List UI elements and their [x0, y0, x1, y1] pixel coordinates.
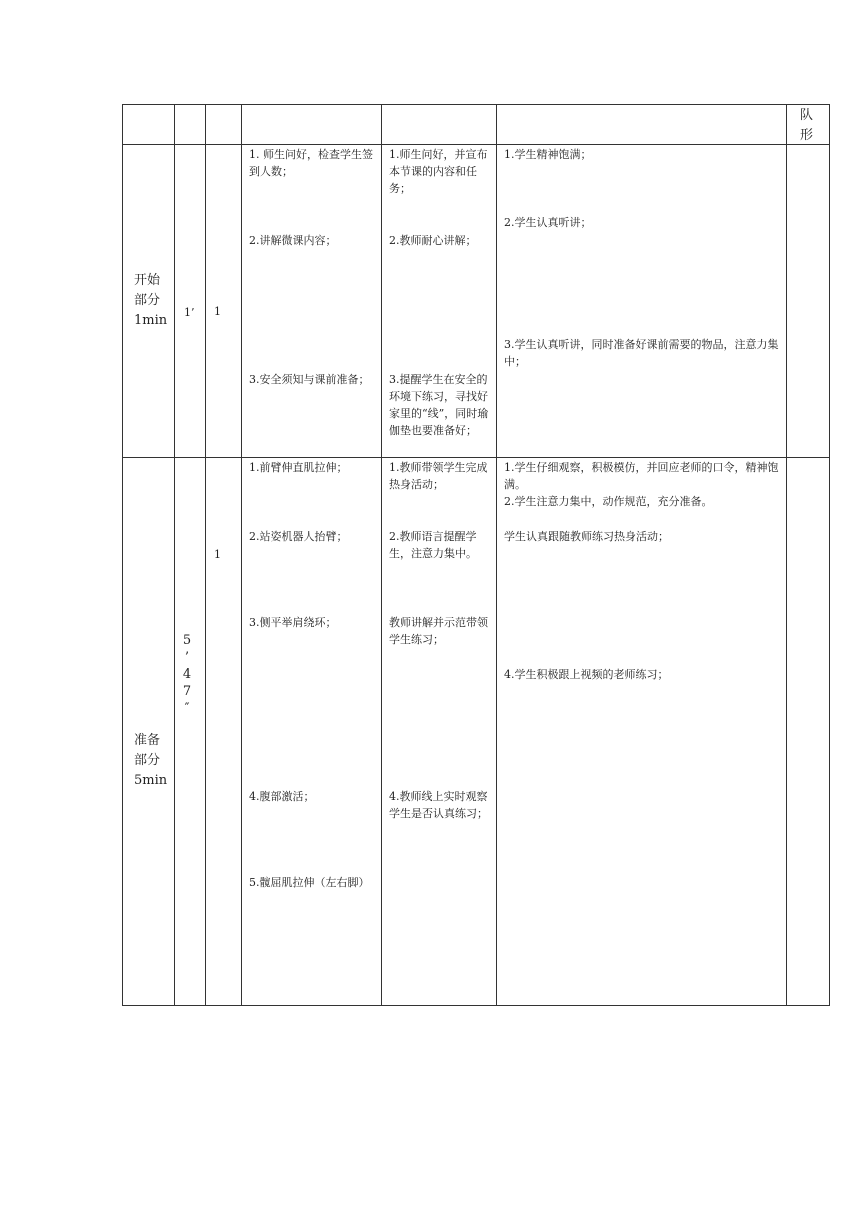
grid-line	[205, 104, 206, 1006]
student-item: 3.学生认真听讲，同时准备好课前需要的物品，注意力集中；	[504, 338, 779, 368]
grid-line	[786, 104, 787, 1006]
grid-line	[496, 104, 497, 1006]
grid-line	[829, 104, 830, 1006]
grid-line	[122, 1005, 830, 1006]
lesson-plan-table	[122, 104, 830, 1006]
teacher-item: 4.教师线上实时观察学生是否认真练习；	[389, 790, 488, 820]
content-item: 2.站姿机器人抬臂；	[249, 530, 348, 543]
teacher-item: 2.教师耐心讲解；	[389, 234, 477, 247]
grid-line	[122, 104, 123, 1006]
teacher-item: 3.提醒学生在安全的环境下练习，寻找好家里的“线”，同时瑜伽垫也要准备好；	[389, 373, 489, 437]
phase-label: 开始 部分 1min	[134, 273, 168, 328]
time-value: 5 ’ 4 7 ″	[182, 633, 192, 716]
content-item: 3.侧平举肩绕环；	[249, 616, 337, 629]
content-item: 2.讲解微课内容；	[249, 234, 337, 247]
student-item: 1.学生仔细观察，积极模仿，并回应老师的口令，精神饱满。 2.学生注意力集中，动作规范，充分准备。	[504, 461, 779, 508]
count-value: 1	[214, 548, 221, 561]
content-item: 1. 师生问好，检查学生签到人数；	[249, 148, 373, 178]
grid-line	[241, 104, 242, 1006]
teacher-item: 教师讲解并示范带领学生练习；	[389, 616, 488, 646]
formation-header: 队 形	[800, 108, 814, 143]
count-value: 1	[214, 305, 221, 318]
grid-line	[174, 104, 175, 1006]
time-value: 1’	[184, 306, 195, 319]
grid-line	[381, 104, 382, 1006]
teacher-item: 1.教师带领学生完成热身活动；	[389, 461, 488, 491]
phase-label: 准备 部分 5min	[134, 733, 168, 788]
grid-line	[122, 104, 830, 105]
grid-line	[122, 144, 830, 145]
content-item: 5.髋屈肌拉伸（左右脚）	[249, 876, 370, 889]
teacher-item: 1.师生问好，并宣布本节课的内容和任务；	[389, 148, 488, 195]
grid-line	[122, 457, 830, 458]
student-item: 1.学生精神饱满；	[504, 148, 592, 161]
student-item: 2.学生认真听讲；	[504, 216, 592, 229]
student-item: 4.学生积极跟上视频的老师练习；	[504, 668, 669, 681]
teacher-item: 2.教师语言提醒学生，注意力集中。	[389, 530, 477, 560]
student-item: 学生认真跟随教师练习热身活动；	[504, 530, 669, 543]
content-item: 1.前臂伸直肌拉伸；	[249, 461, 348, 474]
content-item: 4.腹部激活；	[249, 790, 315, 803]
content-item: 3.安全须知与课前准备；	[249, 373, 370, 386]
